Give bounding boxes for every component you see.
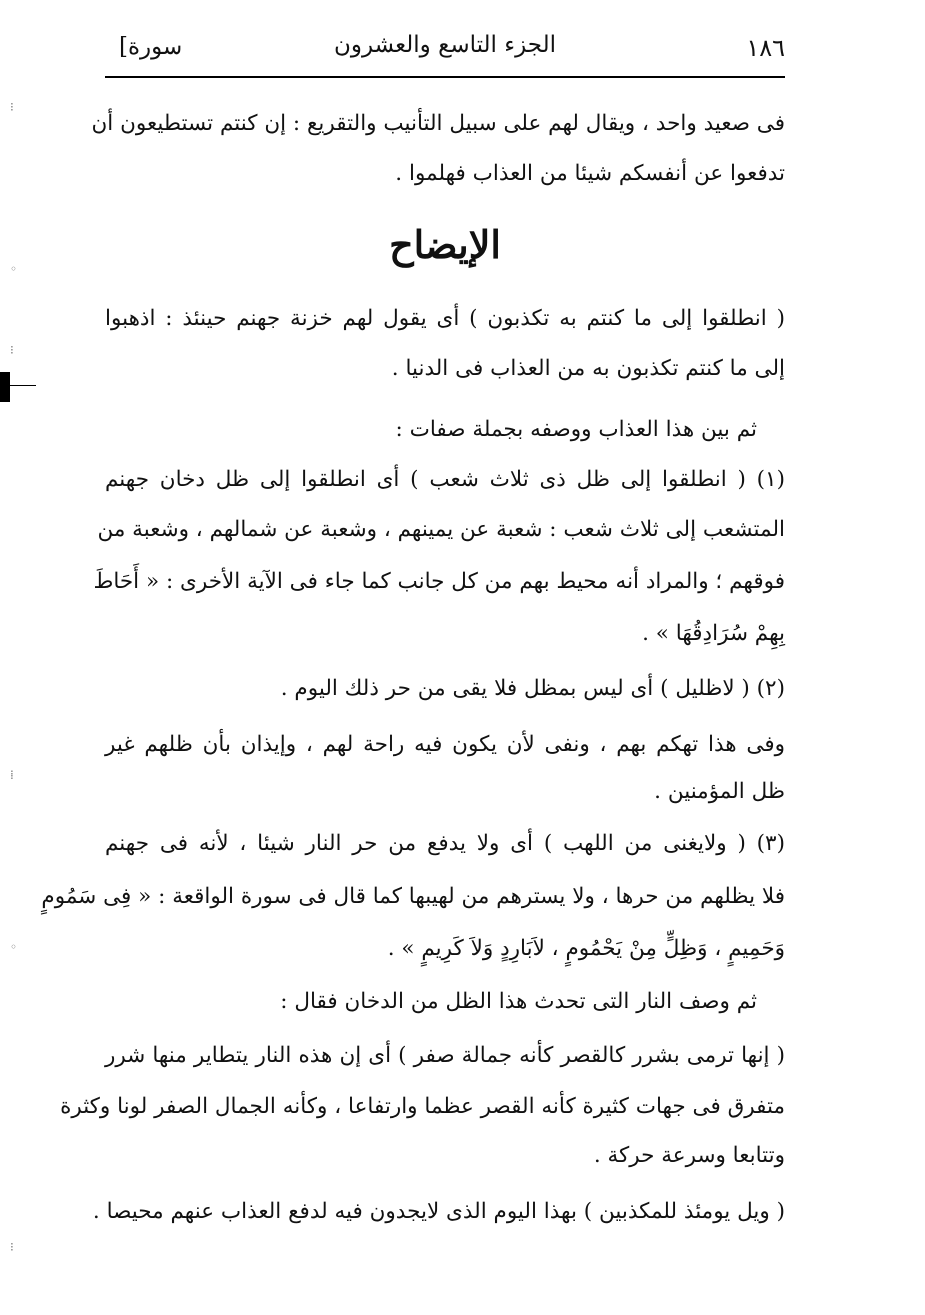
page-number: ١٨٦ (746, 34, 785, 62)
scan-margin-mark: ⁝ (10, 1240, 14, 1254)
text-line: ( إنها ترمى بشرر كالقصر كأنه جمالة صفر ) أى إن هذه النار يتطاير منها شرر (105, 1043, 785, 1068)
body-text (41, 0, 785, 1315)
text-line: فى صعيد واحد ، ويقال لهم على سبيل التأنيب والتقريع : إن كنتم تستطيعون أن (91, 111, 785, 136)
scan-edge-mark (0, 372, 10, 402)
surah-label: [سورة (119, 34, 183, 60)
text-line: ظل المؤمنين . (654, 779, 785, 804)
text-line: وفى هذا تهكم بهم ، ونفى لأن يكون فيه راحة لهم ، وإيذان بأن ظلهم غير (105, 732, 785, 757)
scan-margin-mark: ⁞ (10, 768, 14, 782)
scan-margin-mark: ⁝ (10, 100, 14, 114)
scan-margin-mark: ◦ (10, 262, 18, 276)
text-line: إلى ما كنتم تكذبون به من العذاب فى الدنيا . (391, 356, 785, 381)
running-title: الجزء التاسع والعشرون (333, 32, 557, 58)
text-line: ثم بين هذا العذاب ووصفه بجملة صفات : (395, 417, 757, 442)
scan-edge-line (10, 385, 36, 386)
text-line: ثم وصف النار التى تحدث هذا الظل من الدخان فقال : (280, 989, 757, 1014)
text-line: (١) ( انطلقوا إلى ظل ذى ثلاث شعب ) أى انطلقوا إلى ظل دخان جهنم (105, 467, 785, 492)
text-line: (٣) ( ولايغنى من اللهب ) أى ولا يدفع من حر النار شيئا ، لأنه فى جهنم (105, 831, 785, 856)
text-line: فوقهم ؛ والمراد أنه محيط بهم من كل جانب كما جاء فى الآية الأخرى : « أَحَاطَ (93, 569, 785, 594)
text-line: ( ويل يومئذ للمكذبين ) بهذا اليوم الذى لايجدون فيه لدفع العذاب عنهم محيصا . (92, 1199, 785, 1224)
scan-margin-mark: ◦ (10, 940, 18, 954)
text-line: المتشعب إلى ثلاث شعب : شعبة عن يمينهم ، وشعبة عن شمالهم ، وشعبة من (97, 517, 785, 542)
section-title: الإيضاح (389, 222, 501, 267)
text-line: فلا يظلهم من حرها ، ولا يسترهم من لهيبها كما قال فى سورة الواقعة : « فِى سَمُومٍ (41, 884, 785, 909)
text-line: (٢) ( لاظليل ) أى ليس بمظل فلا يقى من حر ذلك اليوم . (280, 676, 785, 701)
text-line: بِهِمْ سُرَادِقُهَا » . (642, 621, 785, 646)
text-line: وَحَمِيمٍ ، وَظِلٍّ مِنْ يَحْمُومٍ ، لاَبَارِدٍ وَلاَ كَرِيمٍ » . (387, 936, 785, 961)
text-line: وتتابعا وسرعة حركة . (593, 1143, 785, 1168)
text-line: ( انطلقوا إلى ما كنتم به تكذبون ) أى يقول لهم خزنة جهنم حينئذ : اذهبوا (105, 306, 785, 331)
text-line: متفرق فى جهات كثيرة كأنه القصر عظما وارتفاعا ، وكأنه الجمال الصفر لونا وكثرة (60, 1094, 785, 1119)
scan-margin-mark: ⁝ (10, 343, 14, 357)
text-line: تدفعوا عن أنفسكم شيئا من العذاب فهلموا . (395, 161, 785, 186)
